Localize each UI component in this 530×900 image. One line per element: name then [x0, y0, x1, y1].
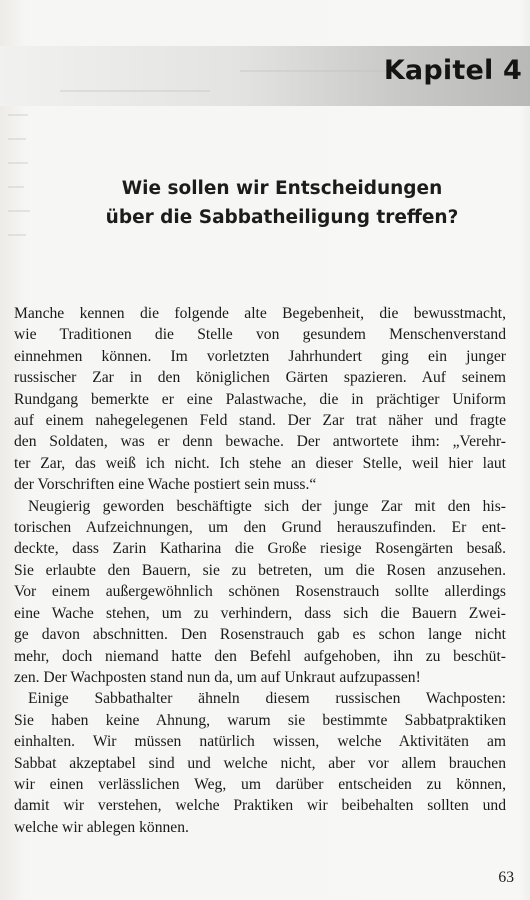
chapter-title-line: Wie sollen wir Entscheidungen — [121, 178, 443, 199]
text-line: wie Traditionen die Stelle von gesundem Menschenverstand — [14, 326, 506, 344]
text-line: russischer Zar in den königlichen Gärten spazieren. Auf seinem — [14, 369, 506, 387]
chapter-label: Kapitel 4 — [383, 55, 522, 86]
paragraph-1 — [14, 303, 506, 496]
text-line: einhalten. Wir müssen natürlich wissen, welche Aktivitäten am — [14, 733, 506, 751]
text-line: mehr, doch niemand hatte den Befehl aufgehoben, ihn zu beschüt- — [14, 647, 506, 665]
text-line: eine Wache stehen, um zu verhindern, dass sich die Bauern Zwei- — [14, 604, 506, 622]
text-line: torischen Aufzeichnungen, um den Grund herauszufinden. Er ent- — [14, 519, 506, 537]
text-line: Manche kennen die folgende alte Begebenheit, die bewusstmacht, — [14, 305, 506, 322]
text-line: Neugierig geworden beschäftigte sich der junge Zar mit den his- — [28, 497, 506, 515]
text-line: Einige Sabbathalter ähneln diesem russischen Wachposten: — [28, 690, 506, 708]
text-line: ter Zar, das weiß ich nicht. Ich stehe an dieser Stelle, weil hier laut — [14, 454, 506, 472]
text-line: deckte, dass Zarin Katharina die Große riesige Rosengärten besaß. — [14, 540, 506, 558]
text-line: der Vorschriften eine Wache postiert sein muss.“ — [14, 476, 317, 494]
paragraph-3 — [14, 688, 506, 838]
page-number: 63 — [498, 869, 514, 886]
chapter-title-line: über die Sabbatheiligung treffen? — [105, 207, 459, 228]
text-line: einnehmen können. Im vorletzten Jahrhundert ging ein junger — [14, 347, 506, 365]
text-line: Rundgang bemerkte er eine Palastwache, die in prächtiger Uniform — [14, 390, 506, 408]
text-line: wir einen verlässlichen Weg, um darüber entscheiden zu können, — [14, 775, 506, 793]
text-line: auf einem nahegelegenen Feld stand. Der Zar trat näher und fragte — [14, 412, 506, 430]
text-line: damit wir verstehen, welche Praktiken wir beibehalten sollten und — [14, 797, 506, 815]
text-line: welche wir ablegen können. — [14, 818, 189, 836]
body-text — [14, 303, 506, 838]
text-line: Vor einem außergewöhnlich schönen Rosenstrauch sollte allerdings — [14, 583, 506, 601]
text-line: ge davon abschnitten. Den Rosenstrauch gab es schon lange nicht — [14, 626, 506, 644]
text-line: den Soldaten, was er denn bewache. Der antwortete ihm: „Verehr- — [14, 433, 506, 451]
text-line: Sie haben keine Ahnung, warum sie bestimmte Sabbatpraktiken — [14, 711, 506, 729]
chapter-title — [62, 174, 502, 232]
text-line: Sie erlaubte den Bauern, sie zu betreten, um die Rosen anzusehen. — [14, 561, 506, 579]
paragraph-2 — [14, 496, 506, 689]
text-line: zen. Der Wachposten stand nun da, um auf Unkraut aufzupassen! — [14, 668, 421, 686]
text-line: Sabbat akzeptabel sind und welche nicht, aber vor allem brauchen — [14, 754, 506, 772]
